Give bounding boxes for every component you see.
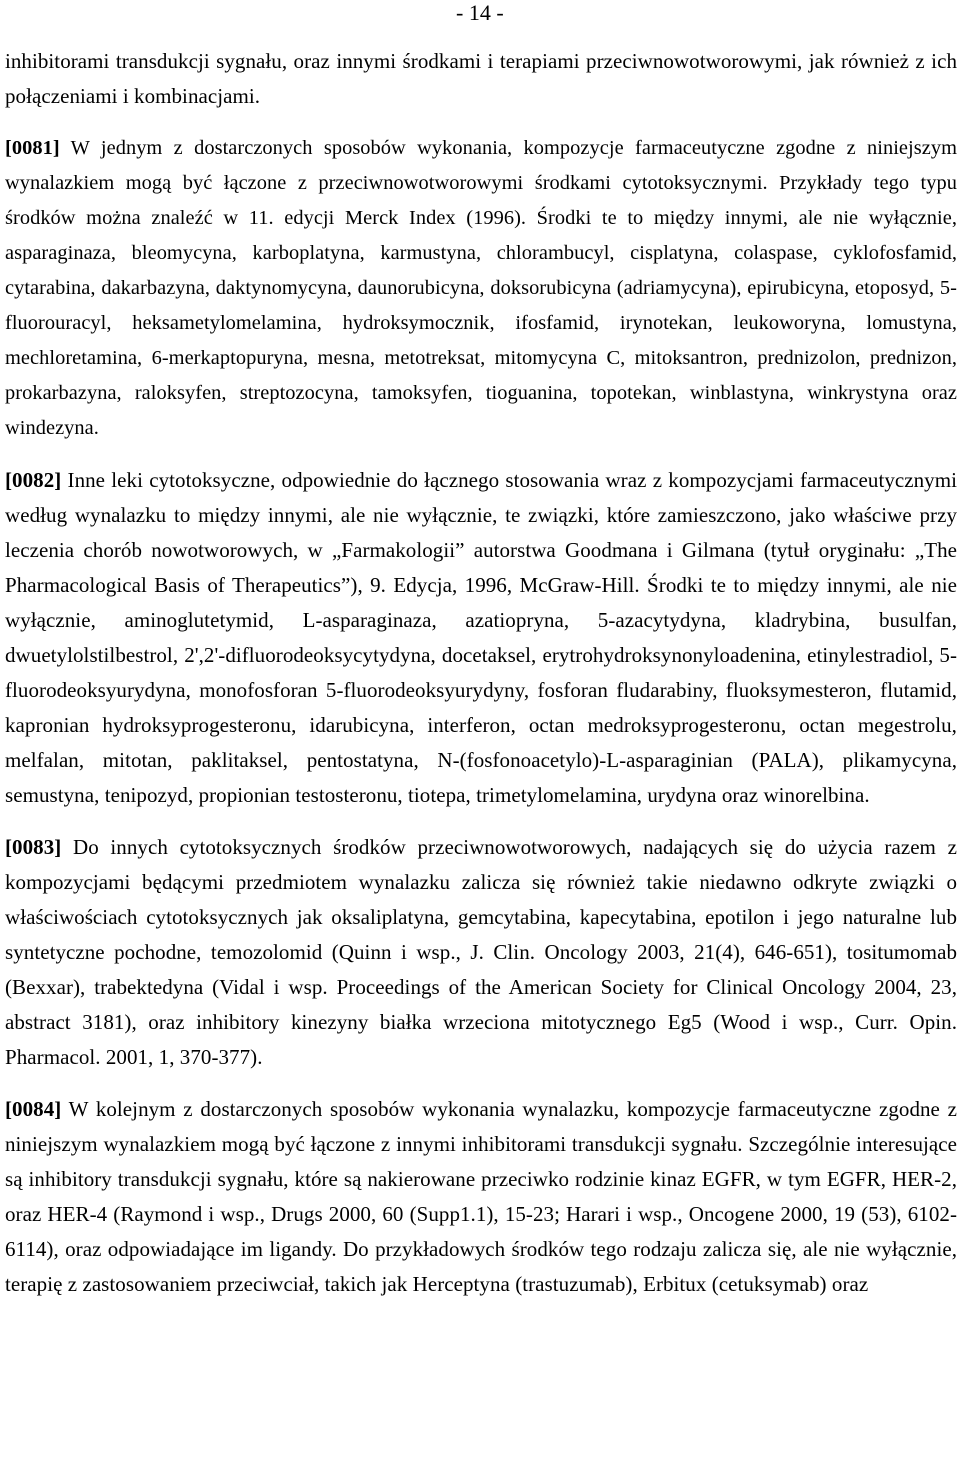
paragraph-id: [0084]: [5, 1097, 62, 1121]
paragraph-0083: [5, 830, 957, 1075]
paragraph-text: Do innych cytotoksycznych środków przeciwnowotworowych, nadających się do użycia razem z kompozycjami będącymi przedmiotem wynalazku zalicza się również takie niedawno odkryte związki o właściwościach cytotoksycznych jak oksaliplatyna, gemcytabina, kapecytabina, epotilon i jego naturalne lub syntetyczne pochodne, temozolomid (Quinn i wsp., J. Clin. Oncology 2003, 21(4), 646-651), tositumomab (Bexxar), trabektedyna (Vidal i wsp. Proceedings of the American Society for Clinical Oncology 2004, 23, abstract 3181), oraz inhibitory kinezyny białka wrzeciona mitotycznego Eg5 (Wood i wsp., Curr. Opin. Pharmacol. 2001, 1, 370-377).: [5, 835, 957, 1069]
paragraph-text: W jednym z dostarczonych sposobów wykonania, kompozycje farmaceutyczne zgodne z niniejszym wynalazkiem mogą być łączone z przeciwnowotworowymi środkami cytotoksycznymi. Przykłady tego typu środków można znaleźć w 11. edycji Merck Index (1996). Środki te to między innymi, ale nie wyłącznie, asparaginaza, bleomycyna, karboplatyna, karmustyna, chlorambucyl, cisplatyna, colaspase, cyklofosfamid, cytarabina, dakarbazyna, daktynomycyna, daunorubicyna, doksorubicyna (adriamycyna), epirubicyna, etoposyd, 5-fluorouracyl, heksametylomelamina, hydroksymocznik, ifosfamid, irynotekan, leukoworyna, lomustyna, mechloretamina, 6-merkaptopuryna, mesna, metotreksat, mitomycyna C, mitoksantron, prednizolon, prednizon, prokarbazyna, raloksyfen, streptozocyna, tamoksyfen, tioguanina, topotekan, winblastyna, winkrystyna oraz windezyna.: [5, 137, 957, 439]
page-number: - 14 -: [456, 0, 504, 25]
paragraph-0081: [5, 131, 957, 446]
paragraph-id: [0081]: [5, 137, 60, 159]
document-body: [5, 44, 957, 1319]
paragraph-0082: [5, 463, 957, 813]
paragraph-text: inhibitorami transdukcji sygnału, oraz innymi środkami i terapiami przeciwnowotworowymi, jak również z ich połączeniami i kombinacjami.: [5, 49, 957, 108]
paragraph-text: W kolejnym z dostarczonych sposobów wykonania wynalazku, kompozycje farmaceutyczne zgodne z niniejszym wynalazkiem mogą być łączone z innymi inhibitorami transdukcji sygnału. Szczególnie interesujące są inhibitory transdukcji sygnału, które są nakierowane przeciwko rodzinie kinaz EGFR, w tym EGFR, HER-2, oraz HER-4 (Raymond i wsp., Drugs 2000, 60 (Supp1.1), 15-23; Harari i wsp., Oncogene 2000, 19 (53), 6102-6114), oraz odpowiadające im ligandy. Do przykładowych środków tego rodzaju zalicza się, ale nie wyłącznie, terapię z zastosowaniem przeciwciał, takich jak Herceptyna (trastuzumab), Erbitux (cetuksymab) oraz: [5, 1097, 957, 1296]
paragraph-0084: [5, 1092, 957, 1302]
paragraph-id: [0082]: [5, 468, 62, 492]
paragraph-continuation: [5, 44, 957, 114]
paragraph-text: Inne leki cytotoksyczne, odpowiednie do łącznego stosowania wraz z kompozycjami farmaceutycznymi według wynalazku to między innymi, ale nie wyłącznie, te związki, które zamieszczono, jako właściwe przy leczenia chorób nowotworowych, w „Farmakologii” autorstwa Goodmana i Gilmana (tytuł oryginału: „The Pharmacological Basis of Therapeutics”), 9. Edycja, 1996, McGraw-Hill. Środki te to między innymi, ale nie wyłącznie, aminoglutetymid, L-asparaginaza, azatiopryna, 5-azacytydyna, kladrybina, busulfan, dwuetylolstilbestrol, 2',2'-difluorodeoksycytydyna, docetaksel, erytrohydroksynonyloadenina, etinylestradiol, 5-fluorodeoksyurydyna, monofosforan 5-fluorodeoksyurydyny, fosforan fludarabiny, fluoksymesteron, flutamid, kapronian hydroksyprogesteronu, idarubicyna, interferon, octan medroksyprogesteronu, octan megestrolu, melfalan, mitotan, paklitaksel, pentostatyna, N-(fosfonoacetylo)-L-asparaginian (PALA), plikamycyna, semustyna, tenipozyd, propionian testosteronu, tiotepa, trimetylomelamina, urydyna oraz winorelbina.: [5, 468, 957, 807]
paragraph-id: [0083]: [5, 835, 62, 859]
